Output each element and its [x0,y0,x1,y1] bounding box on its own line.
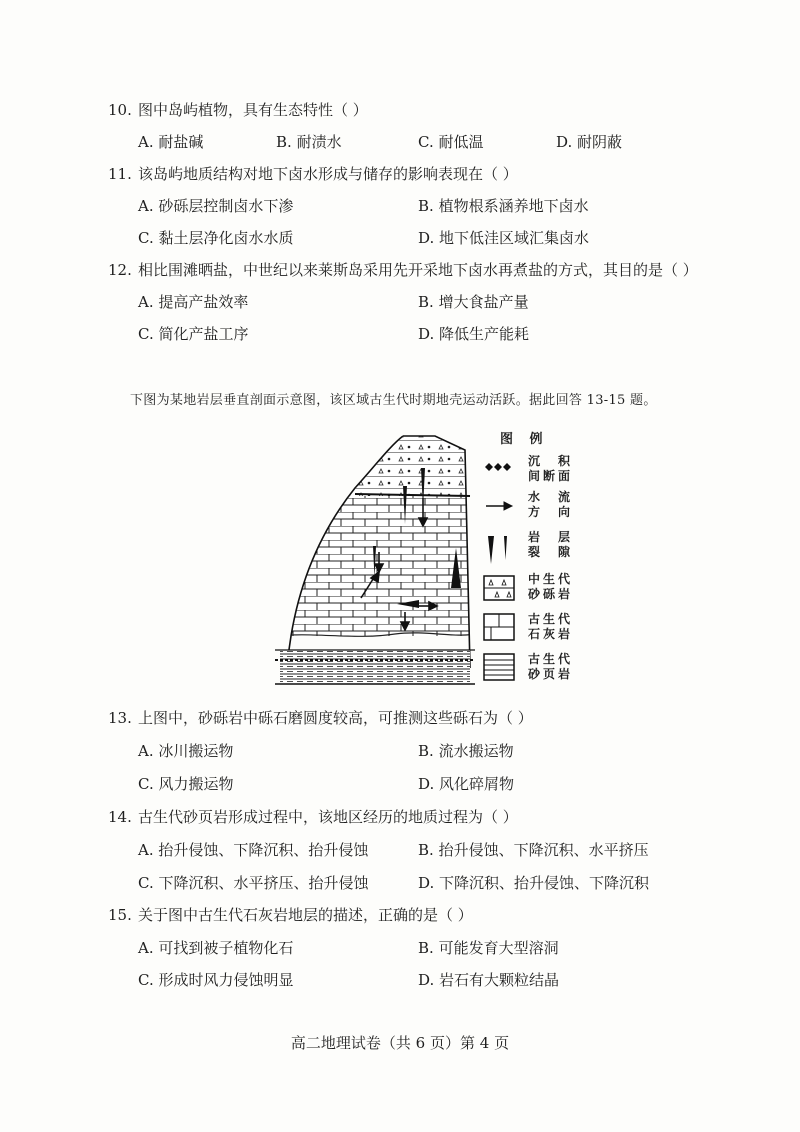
question-15: 15. 关于图中古生代石灰岩地层的描述，正确的是（ ） [108,906,473,924]
flow-arrow-icon [486,502,512,510]
option-13-c[interactable]: C. 风力搬运物 [138,775,234,793]
option-13-b[interactable]: B. 流水搬运物 [418,742,514,760]
option-11-b[interactable]: B. 植物根系涵养地下卤水 [418,197,589,215]
option-15-c[interactable]: C. 形成时风力侵蚀明显 [138,971,294,989]
legend-symbols [480,452,520,692]
fissure-icon [488,536,507,564]
question-14: 14. 古生代砂页岩形成过程中，该地区经历的地质过程为（ ） [108,808,518,826]
option-12-c[interactable]: C. 简化产盐工序 [138,325,249,343]
option-14-a[interactable]: A. 抬升侵蚀、下降沉积、抬升侵蚀 [138,841,369,859]
question-stem: 上图中，砂砾岩中砾石磨圆度较高，可推测这些砾石为（ ） [138,709,533,727]
question-11: 11. 该岛屿地质结构对地下卤水形成与储存的影响表现在（ ） [108,165,518,183]
legend-label-fissure: 岩 层 裂 隙 [528,530,570,559]
conglomerate-icon [484,576,514,600]
option-10-c[interactable]: C. 耐低温 [418,133,484,151]
option-10-d[interactable]: D. 耐阴蔽 [556,133,623,151]
legend-label-limestone: 古生代 石灰岩 [528,612,570,641]
unconformity-symbol [485,463,511,471]
rock-cross-section-figure [275,428,475,690]
option-14-c[interactable]: C. 下降沉积、水平挤压、抬升侵蚀 [138,874,369,892]
legend-label-shale: 古生代 砂页岩 [528,652,570,681]
option-15-b[interactable]: B. 可能发育大型溶洞 [418,939,559,957]
question-stem: 古生代砂页岩形成过程中，该地区经历的地质过程为（ ） [138,808,518,826]
option-12-a[interactable]: A. 提高产盐效率 [138,293,249,311]
question-13: 13. 上图中，砂砾岩中砾石磨圆度较高，可推测这些砾石为（ ） [108,709,533,727]
option-15-d[interactable]: D. 岩石有大颗粒结晶 [418,971,560,989]
question-10: 10. 图中岛屿植物，具有生态特性（ ） [108,101,368,119]
legend-label-unconformity: 沉 积 间断面 [528,454,570,483]
figure-intro: 下图为某地岩层垂直剖面示意图，该区域古生代时期地壳运动活跃。据此回答 13-15 题。 [130,393,657,408]
page-footer: 高二地理试卷（共 6 页）第 4 页 [290,1034,510,1052]
option-11-a[interactable]: A. 砂砾层控制卤水下渗 [138,197,294,215]
option-12-b[interactable]: B. 增大食盐产量 [418,293,529,311]
option-14-d[interactable]: D. 下降沉积、抬升侵蚀、下降沉积 [418,874,650,892]
legend-label-conglomerate: 中生代 砂砾岩 [528,572,570,601]
option-13-a[interactable]: A. 冰川搬运物 [138,742,234,760]
question-12: 12. 相比围滩晒盐，中世纪以来莱斯岛采用先开采地下卤水再煮盐的方式，其目的是（ ） [108,261,698,279]
option-15-a[interactable]: A. 可找到被子植物化石 [138,939,294,957]
shale-layer [280,650,470,684]
legend-title: 图 例 [500,432,549,447]
option-10-a[interactable]: A. 耐盐碱 [138,133,204,151]
option-12-d[interactable]: D. 降低生产能耗 [418,325,530,343]
question-stem: 相比围滩晒盐，中世纪以来莱斯岛采用先开采地下卤水再煮盐的方式，其目的是（ ） [138,261,698,279]
option-11-d[interactable]: D. 地下低洼区域汇集卤水 [418,229,590,247]
question-stem: 该岛屿地质结构对地下卤水形成与储存的影响表现在（ ） [138,165,518,183]
question-stem: 图中岛屿植物，具有生态特性（ ） [138,101,368,119]
option-11-c[interactable]: C. 黏土层净化卤水水质 [138,229,294,247]
option-14-b[interactable]: B. 抬升侵蚀、下降沉积、水平挤压 [418,841,649,859]
question-stem: 关于图中古生代石灰岩地层的描述，正确的是（ ） [138,906,473,924]
option-13-d[interactable]: D. 风化碎屑物 [418,775,515,793]
option-10-b[interactable]: B. 耐渍水 [276,133,342,151]
limestone-icon [484,614,514,640]
legend-label-flow: 水 流 方 向 [528,490,570,519]
shale-icon [484,654,514,680]
conglomerate-layer [275,428,475,496]
